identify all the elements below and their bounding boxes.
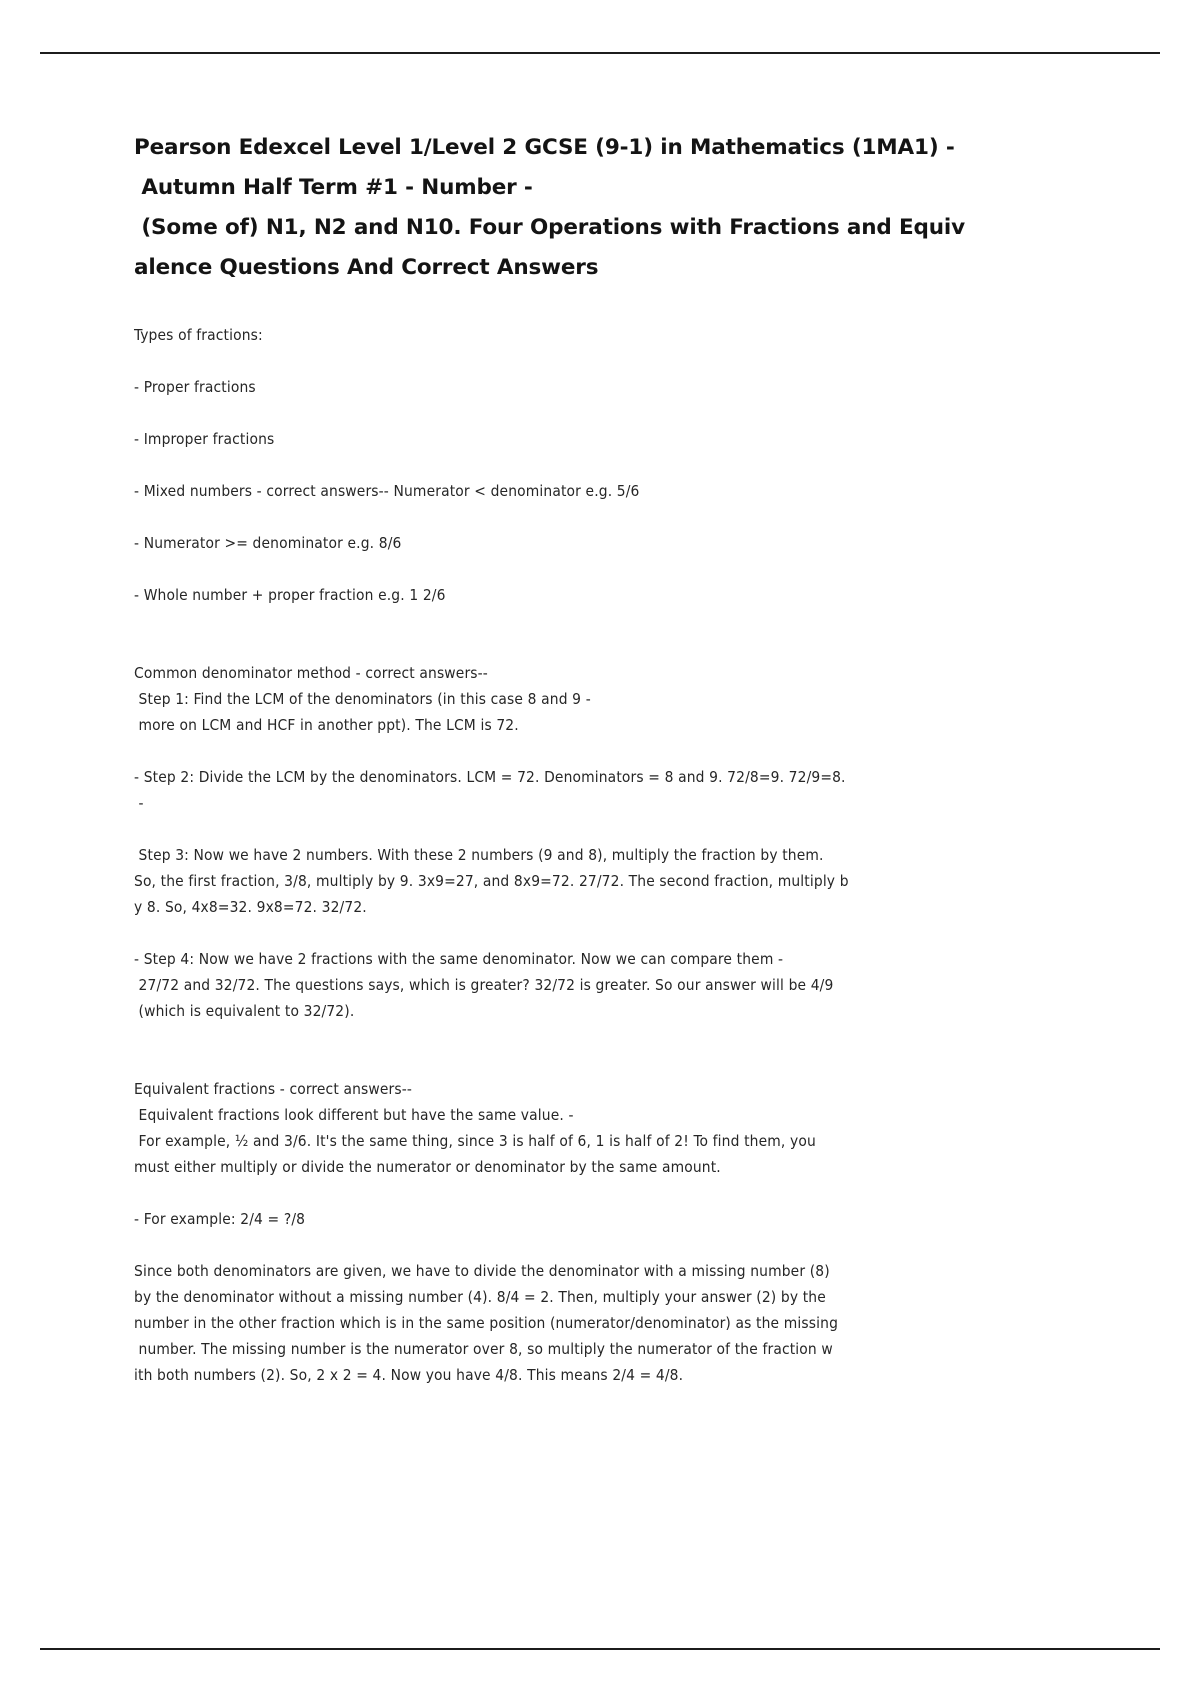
paragraph-whole-number-proper-fraction (134, 582, 1012, 608)
page-title-line-3: (Some of) N1, N2 and N10. Four Operations with Fractions and Equiv (134, 215, 966, 240)
paragraph-common-denominator-step2 (134, 764, 1012, 816)
text-line: (which is equivalent to 32/72). (134, 1002, 355, 1020)
text-line: For example, ½ and 3/6. It's the same thing, since 3 is half of 6, 1 is half of 2! To find them, you (134, 1132, 816, 1150)
text-line: So, the first fraction, 3/8, multiply by 9. 3x9=27, and 8x9=72. 27/72. The second fraction, multiply b (134, 872, 849, 890)
text-line: - Whole number + proper fraction e.g. 1 2/6 (134, 586, 446, 604)
paragraph-types-heading (134, 322, 1012, 348)
page-title-line-1: Pearson Edexcel Level 1/Level 2 GCSE (9-1) in Mathematics (1MA1) - (134, 135, 955, 160)
header-rule (40, 52, 1160, 54)
text-line: ith both numbers (2). So, 2 x 2 = 4. Now you have 4/8. This means 2/4 = 4/8. (134, 1366, 684, 1384)
text-line: Since both denominators are given, we have to divide the denominator with a missing number (8) (134, 1262, 830, 1280)
text-line: more on LCM and HCF in another ppt). The LCM is 72. (134, 716, 519, 734)
text-line: 27/72 and 32/72. The questions says, which is greater? 32/72 is greater. So our answer will be 4/9 (134, 976, 834, 994)
paragraph-proper-fractions (134, 374, 1012, 400)
footer-rule (40, 1648, 1160, 1650)
page-title-line-2: Autumn Half Term #1 - Number - (134, 175, 533, 200)
paragraph-common-denominator-step4 (134, 946, 1012, 1024)
paragraph-common-denominator-step3 (134, 842, 1012, 920)
paragraph-improper-fractions (134, 426, 1012, 452)
text-line: Common denominator method - correct answers-- (134, 664, 488, 682)
text-line: - Numerator >= denominator e.g. 8/6 (134, 534, 402, 552)
text-line: number in the other fraction which is in the same position (numerator/denominator) as the missing (134, 1314, 839, 1332)
text-line: Step 1: Find the LCM of the denominators (in this case 8 and 9 - (134, 690, 591, 708)
text-line: - Step 2: Divide the LCM by the denominators. LCM = 72. Denominators = 8 and 9. 72/8=9. 72/9=8. (134, 768, 846, 786)
section-equivalent-fractions (134, 1076, 1014, 1388)
section-common-denominator-method (134, 660, 1014, 1024)
text-line: - Improper fractions (134, 430, 275, 448)
text-line: - Proper fractions (134, 378, 256, 396)
page-title-line-4: alence Questions And Correct Answers (134, 255, 599, 280)
page-title (134, 128, 1024, 288)
text-line: - Step 4: Now we have 2 fractions with the same denominator. Now we can compare them - (134, 950, 784, 968)
section-types-of-fractions (134, 322, 1014, 608)
text-line: y 8. So, 4x8=32. 9x8=72. 32/72. (134, 898, 367, 916)
paragraph-equivalent-fractions-explanation (134, 1258, 1012, 1388)
paragraph-equivalent-fractions-intro (134, 1076, 1012, 1180)
text-line: Types of fractions: (134, 326, 263, 344)
text-line: by the denominator without a missing number (4). 8/4 = 2. Then, multiply your answer (2) by the (134, 1288, 826, 1306)
paragraph-common-denominator-step1 (134, 660, 1012, 738)
text-line: must either multiply or divide the numerator or denominator by the same amount. (134, 1158, 721, 1176)
text-line: Equivalent fractions - correct answers-- (134, 1080, 413, 1098)
text-line: number. The missing number is the numerator over 8, so multiply the numerator of the fraction w (134, 1340, 833, 1358)
paragraph-mixed-numbers (134, 478, 1012, 504)
text-line: Step 3: Now we have 2 numbers. With these 2 numbers (9 and 8), multiply the fraction by them. (134, 846, 824, 864)
text-line: - Mixed numbers - correct answers-- Numerator < denominator e.g. 5/6 (134, 482, 640, 500)
document-content (134, 128, 1014, 1388)
text-line: - (134, 794, 144, 812)
paragraph-numerator-ge-denominator (134, 530, 1012, 556)
text-line: Equivalent fractions look different but have the same value. - (134, 1106, 574, 1124)
text-line: - For example: 2/4 = ?/8 (134, 1210, 306, 1228)
paragraph-equivalent-fractions-example (134, 1206, 1012, 1232)
